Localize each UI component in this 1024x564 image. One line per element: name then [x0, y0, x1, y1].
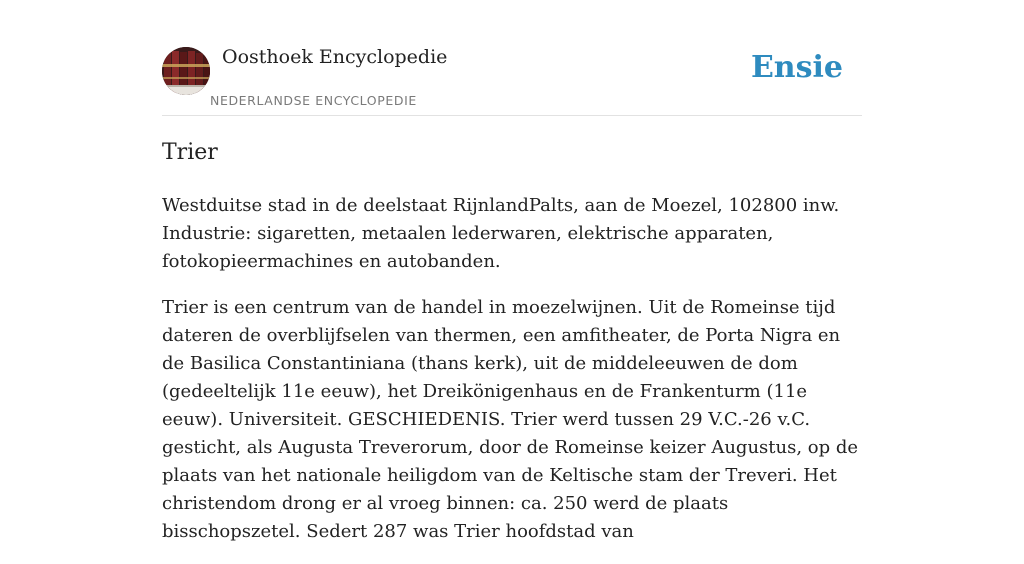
encyclopedia-books-icon[interactable] [162, 47, 210, 95]
entry-title: Trier [162, 140, 218, 165]
brand-logo-link[interactable]: Ensie [750, 50, 843, 85]
entry-paragraph-1: Westduitse stad in de deelstaat RijnlandPalts, aan de Moezel, 102800 inw. Industrie: sigaretten, metaalen lederwaren, elektrische apparaten, fotokopieermachines en autobanden. [162, 195, 840, 272]
source-header [162, 0, 862, 116]
entry-body [162, 192, 867, 564]
source-subtitle: NEDERLANDSE ENCYCLOPEDIE [210, 93, 417, 108]
page-container [162, 0, 862, 542]
source-title-link[interactable]: Oosthoek Encyclopedie [222, 46, 448, 68]
entry-paragraph-2: Trier is een centrum van de handel in moezelwijnen. Uit de Romeinse tijd dateren de overblijfselen van thermen, een amfitheater, de Porta Nigra en de Basilica Constantiniana (thans kerk), uit de middeleeuwen de dom (gedeeltelijk 11e eeuw), het Dreikönigenhaus en de Frankenturm (11e eeuw). Universiteit. GESCHIEDENIS. Trier werd tussen 29 V.C.-26 v.C. gesticht, als Augusta Treverorum, door de Romeinse keizer Augustus, op de plaats van het nationale heiligdom van de Keltische stam der Treveri. Het christendom drong er al vroeg binnen: ca. 250 werd de plaats bisschopszetel. Sedert 287 was Trier hoofdstad van [162, 297, 859, 542]
